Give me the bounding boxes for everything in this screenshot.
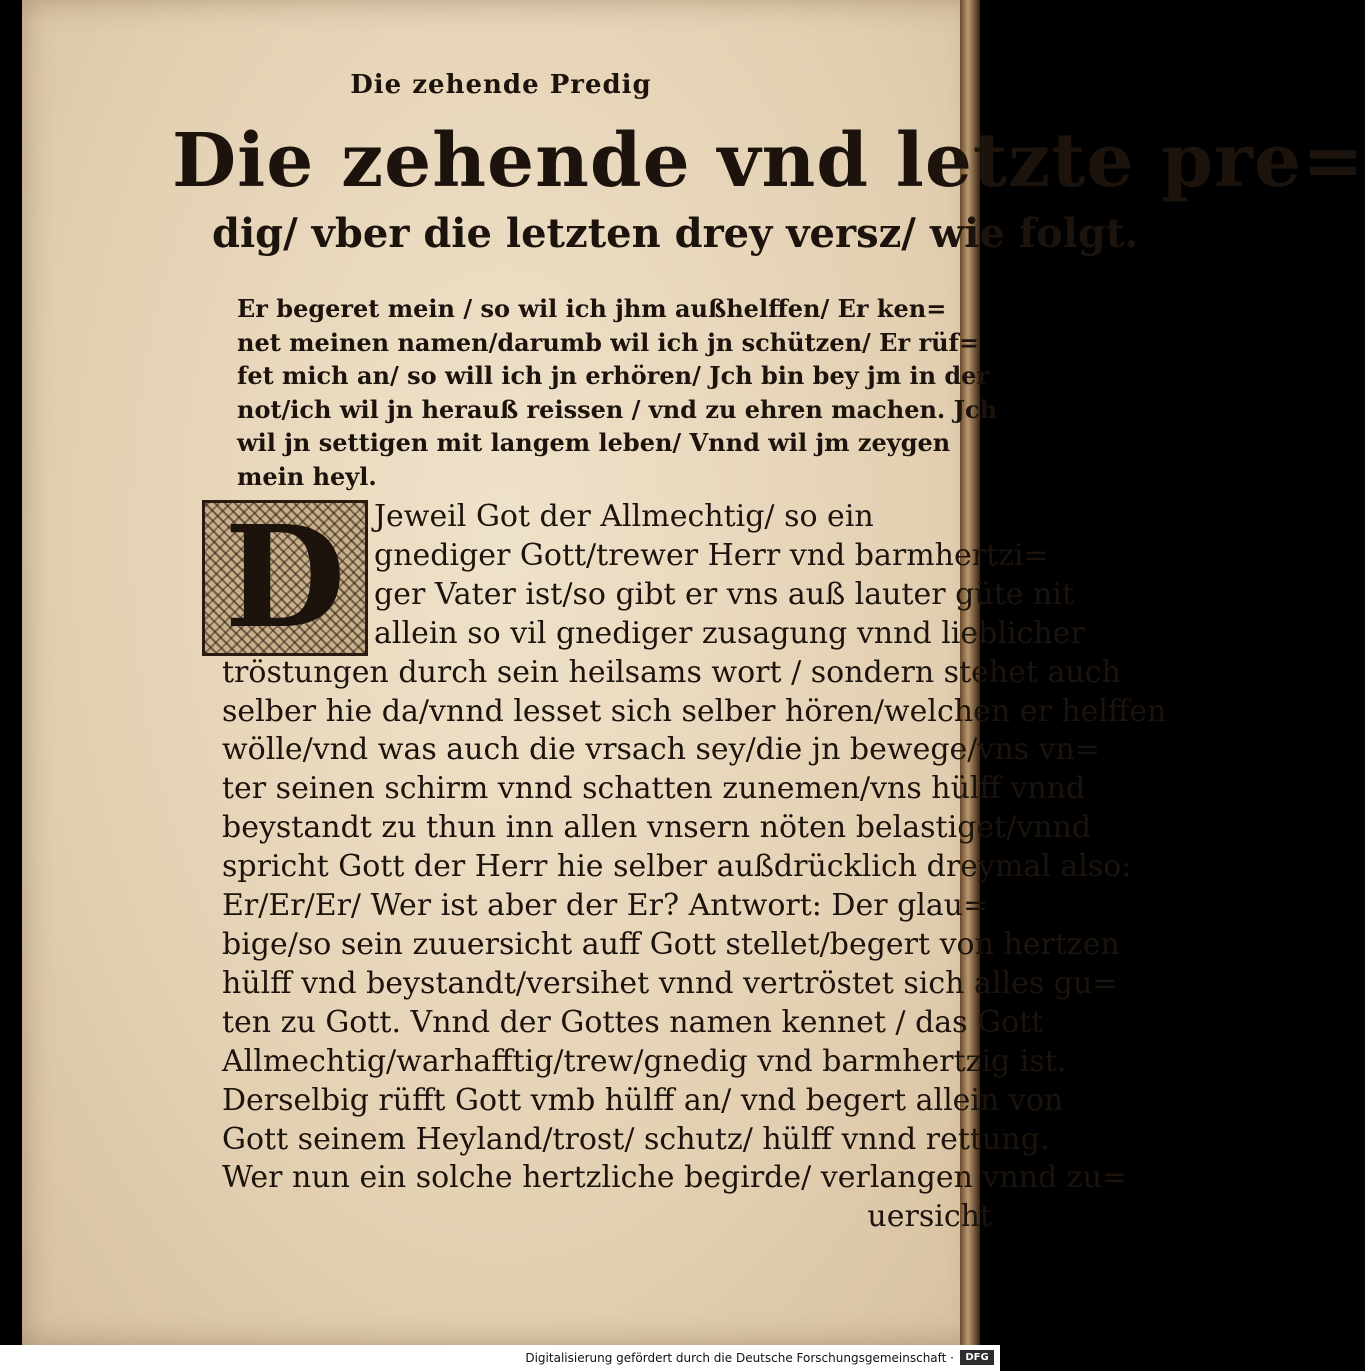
body-line: ten zu Gott. Vnnd der Gottes namen kennet / das Gott bbox=[222, 1004, 1044, 1040]
body-line: Gott seinem Heyland/trost/ schutz/ hülff vnnd rettung. bbox=[222, 1121, 1050, 1157]
verse-line: net meinen namen/darumb wil ich jn schützen/ Er rüf= bbox=[237, 327, 979, 357]
body-line: bige/so sein zuuersicht auff Gott stellet/begert von hertzen bbox=[222, 926, 1120, 962]
body-line: Allmechtig/warhafftig/trew/gnedig vnd barmhertzig ist. bbox=[222, 1043, 1067, 1079]
body-line: ger Vater ist/so gibt er vns auß lauter güte nit bbox=[374, 576, 1075, 612]
funding-credit: Digitalisierung gefördert durch die Deutsche Forschungsgemeinschaft · bbox=[525, 1351, 954, 1365]
body-line: Wer nun ein solche hertzliche begirde/ verlangen vnnd zu= bbox=[222, 1160, 1128, 1196]
initial-letter: D bbox=[224, 496, 346, 660]
body-line: ter seinen schirm vnnd schatten zunemen/vns hülff vnnd bbox=[222, 771, 1086, 807]
verse-line: Er begeret mein / so wil ich jhm außhelffen/ Er ken= bbox=[237, 294, 947, 323]
verse-line: wil jn settigen mit langem leben/ Vnnd wil jm zeygen bbox=[237, 428, 951, 457]
body-line: spricht Gott der Herr hie selber außdrücklich dreymal also: bbox=[222, 849, 1132, 885]
book-page bbox=[22, 0, 1365, 1345]
body-line: Derselbig rüfft Gott vmb hülff an/ vnd begert allein von bbox=[222, 1082, 1064, 1118]
body-line: gnediger Gott/trewer Herr vnd barmhertzi= bbox=[374, 537, 1049, 573]
body-line: wölle/vnd was auch die vrsach sey/die jn bewege/vns vn= bbox=[222, 732, 1100, 768]
body-line: Jeweil Got der Allmechtig/ so ein bbox=[374, 499, 874, 534]
body-line: selber hie da/vnnd lesset sich selber hören/welchen er helffen bbox=[222, 693, 1167, 729]
digitization-footer bbox=[0, 1345, 1000, 1371]
verse-line: mein heyl. bbox=[237, 461, 377, 491]
verse-line: not/ich wil jn herauß reissen / vnd zu ehren machen. Jch bbox=[237, 394, 998, 424]
verse-line: fet mich an/ so will ich jn erhören/ Jch bin bey jm in der bbox=[237, 361, 990, 390]
body-line: allein so vil gnediger zusagung vnnd lieblicher bbox=[374, 615, 1085, 651]
running-header: Die zehende Predig bbox=[350, 70, 652, 100]
body-line: Er/Er/Er/ Wer ist aber der Er? Antwort: Der glau= bbox=[222, 888, 989, 924]
dfg-logo: DFG bbox=[960, 1350, 994, 1365]
scripture-verse bbox=[237, 292, 998, 493]
body-line: beystandt zu thun inn allen vnsern nöten belastiget/vnnd bbox=[222, 810, 1092, 846]
sermon-body bbox=[222, 498, 1167, 1237]
sermon-title-line-1: Die zehende vnd letzte pre= bbox=[172, 118, 1365, 204]
catchword: uersicht bbox=[867, 1199, 992, 1235]
body-line: tröstungen durch sein heilsams wort / sondern stehet auch bbox=[222, 654, 1121, 690]
sermon-title-line-2: dig/ vber die letzten drey versz/ wie folgt. bbox=[212, 210, 1139, 257]
body-line: hülff vnd beystandt/versihet vnnd vertröstet sich alles gu= bbox=[222, 965, 1118, 1001]
